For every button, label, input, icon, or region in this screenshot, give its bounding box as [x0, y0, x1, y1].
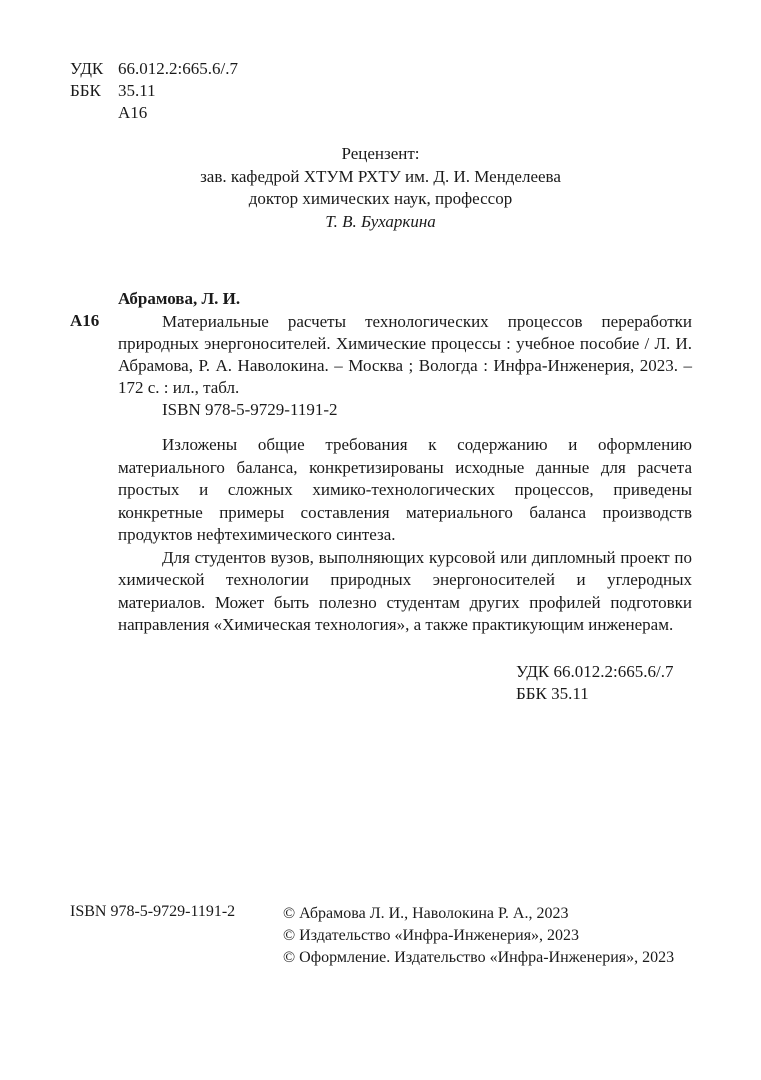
annotation-paragraph-2: Для студентов вузов, выполняющих курсовой или дипломный проект по химической технологии природных энергоносителей и углеродных материалов. Может быть полезно студентам других профилей подготовки направления «Химическая технология», а также практикующим инженерам. — [118, 547, 692, 634]
record-description: Материальные расчеты технологических процессов переработки природных энергоносителей. Химические процессы : учебное пособие / Л. И. Абрамова, Р. А. Наволокина. – Москва ; Вологда : Инфра-Инженерия, 2023. – 172 с. : ил., табл. — [118, 312, 692, 397]
footer-isbn: ISBN 978-5-9729-1191-2 — [70, 903, 236, 920]
copyright-design: © Оформление. Издательство «Инфра-Инженерия», 2023 — [283, 949, 675, 966]
copyright-authors: © Абрамова Л. И., Наволокина Р. А., 2023 — [283, 905, 569, 922]
udk-row — [70, 58, 238, 80]
reviewer-block — [0, 143, 761, 233]
reviewer-position: зав. кафедрой ХТУМ РХТУ им. Д. И. Менделеева — [200, 166, 561, 186]
record-isbn: ISBN 978-5-9729-1191-2 — [162, 400, 338, 419]
reviewer-heading: Рецензент: — [341, 144, 420, 163]
classification-block-bottom — [516, 661, 673, 705]
copyright-block — [283, 903, 674, 969]
copyright-publisher: © Издательство «Инфра-Инженерия», 2023 — [283, 927, 580, 944]
annotation-paragraph-1: Изложены общие требования к содержанию и оформлению материального баланса, конкретизированы исходные данные для расчета простых и сложных химико-технологических процессов, приведены конкретные примеры составления материального баланса производств продуктов нефтехимического синтеза. — [118, 435, 692, 544]
author-mark: А16 — [118, 103, 148, 122]
udk-value: 66.012.2:665.6/.7 — [118, 59, 238, 78]
record-author: Абрамова, Л. И. — [118, 289, 241, 308]
annotation — [118, 434, 692, 637]
record-author-mark: А16 — [70, 311, 100, 330]
bbk-row — [70, 80, 238, 102]
bbk-value: 35.11 — [118, 81, 156, 100]
classification-block-top — [70, 58, 238, 124]
author-mark-row — [70, 102, 238, 124]
reviewer-name: Т. В. Бухаркина — [325, 211, 436, 231]
bbk-bottom: ББК 35.11 — [516, 684, 589, 703]
bbk-label: ББК — [70, 81, 101, 100]
bibliographic-record — [118, 311, 692, 421]
reviewer-degree: доктор химических наук, профессор — [248, 189, 513, 208]
udk-bottom: УДК 66.012.2:665.6/.7 — [516, 662, 674, 681]
udk-label: УДК — [70, 59, 104, 78]
